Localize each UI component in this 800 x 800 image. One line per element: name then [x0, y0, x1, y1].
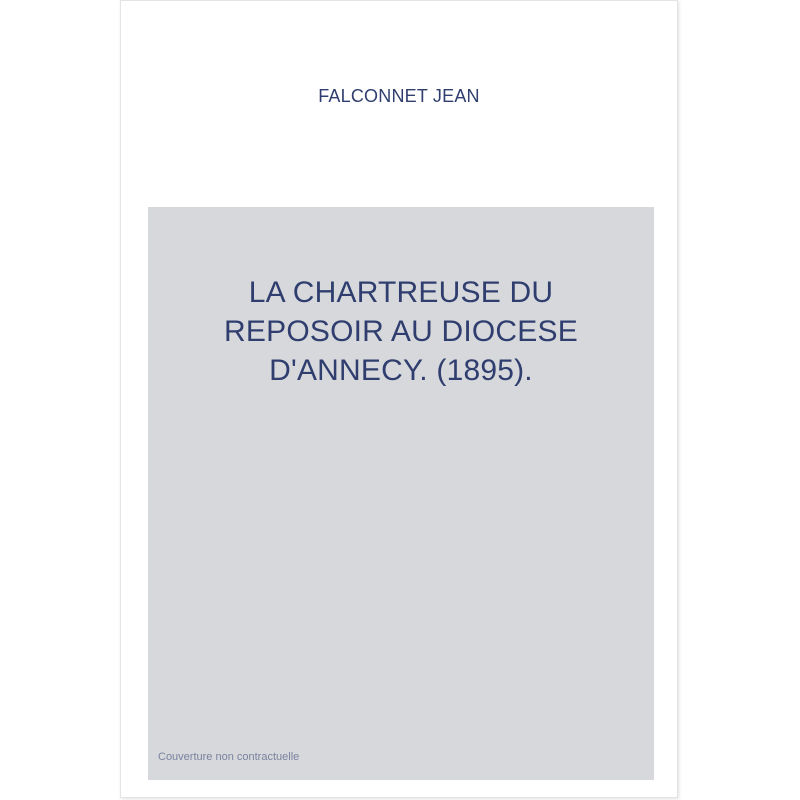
title-line-1: LA CHARTREUSE DU: [248, 276, 554, 309]
title-line-2: REPOSOIR AU DIOCESE: [224, 315, 578, 348]
author-name: FALCONNET JEAN: [318, 86, 480, 106]
book-title: [148, 273, 654, 390]
cover-disclaimer: Couverture non contractuelle: [158, 751, 300, 763]
title-line-3: D'ANNECY. (1895).: [269, 354, 533, 387]
book-cover: [120, 0, 678, 798]
title-panel: [148, 207, 654, 780]
